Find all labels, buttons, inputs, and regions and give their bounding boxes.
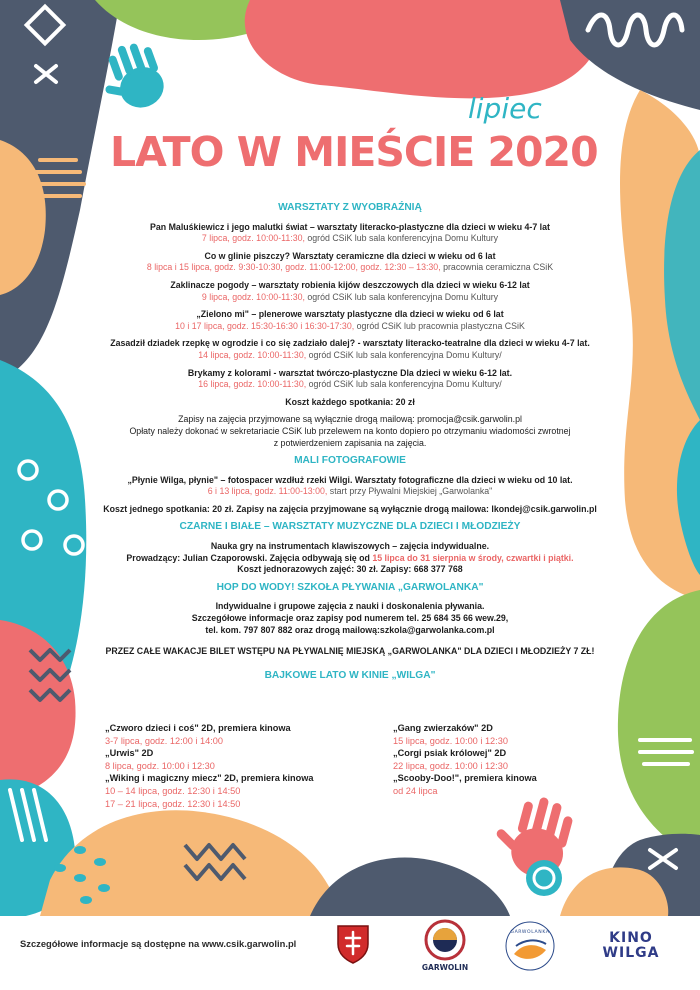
workshop-item — [90, 222, 610, 245]
workshop-place: pracownia ceramiczna CSiK — [440, 262, 554, 273]
movie-date: od 24 lipca — [393, 785, 438, 796]
swim-line-2: Szczegółowe informacje oraz zapisy pod numerem tel. 25 684 35 66 wew.29, — [191, 613, 509, 624]
slate-blob-bottom — [310, 857, 510, 916]
music-line-1: Nauka gry na instrumentach klawiszowych – zajęcia indywidualne. — [210, 541, 490, 552]
movie-title: „Wiking i magiczny miecz" 2D, premiera kinowa — [105, 773, 314, 784]
crest-icon — [336, 924, 370, 964]
workshop-title: Zasadził dziadek rzepkę w ogrodzie i co się zadziało dalej? - warsztaty literacko-teatralne dla dzieci w wieku 4-7 lat. — [110, 338, 590, 349]
kino-logo-line-1: KINO — [609, 930, 653, 946]
movie-title: „Corgi psiak królowej" 2D — [393, 748, 507, 759]
month-tag: lipiec — [468, 92, 542, 125]
movie-title: „Scooby-Doo!", premiera kinowa — [393, 773, 537, 784]
movie-title: „Gang zwierzaków" 2D — [393, 723, 493, 733]
workshop-place: ogród CSiK lub pracownia plastyczna CSiK — [354, 320, 525, 331]
workshop-place: ogród CSiK lub sala konferencyjna Domu Kultury — [304, 233, 499, 244]
workshop-title: Brykamy z kolorami - warsztat twórczo-plastyczne Dla dzieci w wieku 6-12 lat. — [187, 367, 513, 378]
swim-line-1: Indywidualne i grupowe zajęcia z nauki i doskonalenia pływania. — [215, 601, 485, 612]
workshop-date: 10 i 17 lipca, godz. 15:30-16:30 i 16:30-17:30, — [175, 320, 355, 331]
music-line-3: Koszt jednorazowych zajęć: 30 zł. Zapisy: 668 377 768 — [237, 564, 463, 575]
workshop-item — [90, 338, 610, 361]
workshop-place: ogród CSiK lub sala konferencyjna Domu Kultury — [304, 291, 499, 302]
workshop-title: Co w glinie piszczy? Warsztaty ceramiczne dla dzieci w wieku od 6 lat — [204, 250, 496, 261]
footer-info: Szczegółowe informacje są dostępne na www.csik.garwolin.pl — [20, 938, 297, 949]
workshop-signup: Zapisy na zajęcia przyjmowane są wyłącznie drogą mailową: promocja@csik.garwolin.pl — [178, 414, 522, 425]
circle-outline — [526, 860, 562, 896]
workshop-item — [90, 309, 610, 332]
section-heading-kino: BAJKOWE LATO W KINIE „WILGA" — [264, 669, 436, 681]
promo-banner: PRZEZ CAŁE WAKACJE BILET WSTĘPU NA PŁYWALNIĘ MIEJSKĄ „GARWOLANKA" DLA DZIECI I MŁODZIEŻY 7 ZŁ! — [105, 646, 595, 657]
movie-date: 15 lipca, godz. 10:00 i 12:30 — [393, 735, 508, 746]
workshop-date: 16 lipca, godz. 10:00-11:30, — [198, 379, 307, 390]
workshop-date: 14 lipca, godz. 10:00-11:30, — [198, 349, 307, 360]
workshop-item — [90, 368, 610, 391]
workshop-item — [90, 280, 610, 303]
cinema-column-left — [105, 722, 365, 810]
photo-title: „Płynie Wilga, płynie" – fotospacer wzdłuż rzeki Wilgi. Warsztaty fotograficzne dla dzieci w wieku od 10 lat. — [127, 474, 573, 485]
photo-date: 6 i 13 lipca, godz. 11:00-13:00, — [207, 486, 328, 497]
section-heading-warsztaty: WARSZTATY Z WYOBRAŹNIĄ — [278, 202, 422, 213]
garwolanka-logo — [504, 920, 556, 972]
workshop-payment: Opłaty należy dokonać w sekretariacie CSiK lub przelewem na konto dopiero po otrzymaniu wiadomości zwrotnej — [129, 425, 571, 436]
workshop-title: Zaklinacze pogody – warsztaty robienia kijów deszczowych dla dzieci w wieku 6-12 lat — [170, 279, 530, 290]
workshop-place: ogród CSiK lub sala konferencyjna Domu Kultury/ — [306, 379, 502, 390]
movie-date: 3-7 lipca, godz. 12:00 i 14:00 — [105, 735, 223, 746]
section-heading-foto: MALI FOTOGRAFOWIE — [294, 455, 406, 467]
section-heading-plywanie: HOP DO WODY! SZKOŁA PŁYWANIA „GARWOLANKA" — [216, 581, 484, 593]
movie-date: 8 lipca, godz. 10:00 i 12:30 — [105, 760, 215, 771]
csik-logo — [418, 918, 472, 974]
green-blob-right — [618, 590, 700, 860]
workshop-date: 7 lipca, godz. 10:00-11:30, — [201, 233, 305, 244]
cinema-column-right — [393, 722, 603, 798]
swim-line-3: tel. kom. 797 807 882 oraz drogą mailową:szkola@garwolanka.com.pl — [205, 624, 495, 635]
workshop-item — [90, 251, 610, 274]
kino-logo-line-2: WILGA — [602, 945, 660, 961]
poster-title: LATO W MIEŚCIE 2020 — [110, 128, 598, 176]
poster-content — [90, 196, 610, 681]
kino-wilga-logo — [596, 931, 666, 961]
workshop-cost: Koszt każdego spotkania: 20 zł — [285, 396, 415, 407]
workshop-place: ogród CSiK lub sala konferencyjna Domu Kultury/ — [306, 349, 502, 360]
music-dates: 15 lipca do 31 sierpnia w środy, czwartki i piątki. — [372, 552, 574, 563]
csik-logo-text: GARWOLIN — [421, 963, 469, 972]
photo-workshop — [90, 475, 610, 498]
photo-place: start przy Pływalni Miejskiej „Garwolanka" — [327, 486, 493, 497]
movie-title: „Czworo dzieci i coś" 2D, premiera kinowa — [105, 723, 291, 733]
movie-date: 17 – 21 lipca, godz. 12:30 i 14:50 — [105, 798, 241, 809]
workshop-title: „Zielono mi" – plenerowe warsztaty plastyczne dla dzieci w wieku od 6 lat — [196, 309, 504, 320]
workshop-date: 8 lipca i 15 lipca, godz. 9:30-10:30, godz. 11:00-12:00, godz. 12:30 – 13:30, — [146, 262, 441, 273]
section-heading-muzyka: CZARNE I BIAŁE – WARSZTATY MUZYCZNE DLA DZIECI I MŁODZIEŻY — [179, 521, 521, 533]
music-line-2: Prowadzący: Julian Czaporowski. Zajęcia odbywają się od — [126, 552, 373, 563]
movie-date: 22 lipca, godz. 10:00 i 12:30 — [393, 760, 508, 771]
movie-date: 10 – 14 lipca, godz. 12:30 i 14:50 — [105, 785, 241, 796]
coral-blob-top — [245, 0, 603, 98]
garwolanka-logo-text: GARWOLANKA — [510, 930, 550, 935]
photo-cost: Koszt jednego spotkania: 20 zł. Zapisy na zajęcia przyjmowane są wyłącznie drogą mailowa: lkondej@csik.garwolin.pl — [103, 503, 597, 514]
workshop-title: Pan Maluśkiewicz i jego malutki świat – warsztaty literacko-plastyczne dla dzieci w wieku 4-7 lat — [150, 221, 550, 232]
movie-title: „Urwis" 2D — [105, 748, 154, 759]
workshop-date: 9 lipca, godz. 10:00-11:30, — [201, 291, 305, 302]
workshop-payment-2: z potwierdzeniem zapisania na zajęcia. — [273, 437, 427, 448]
